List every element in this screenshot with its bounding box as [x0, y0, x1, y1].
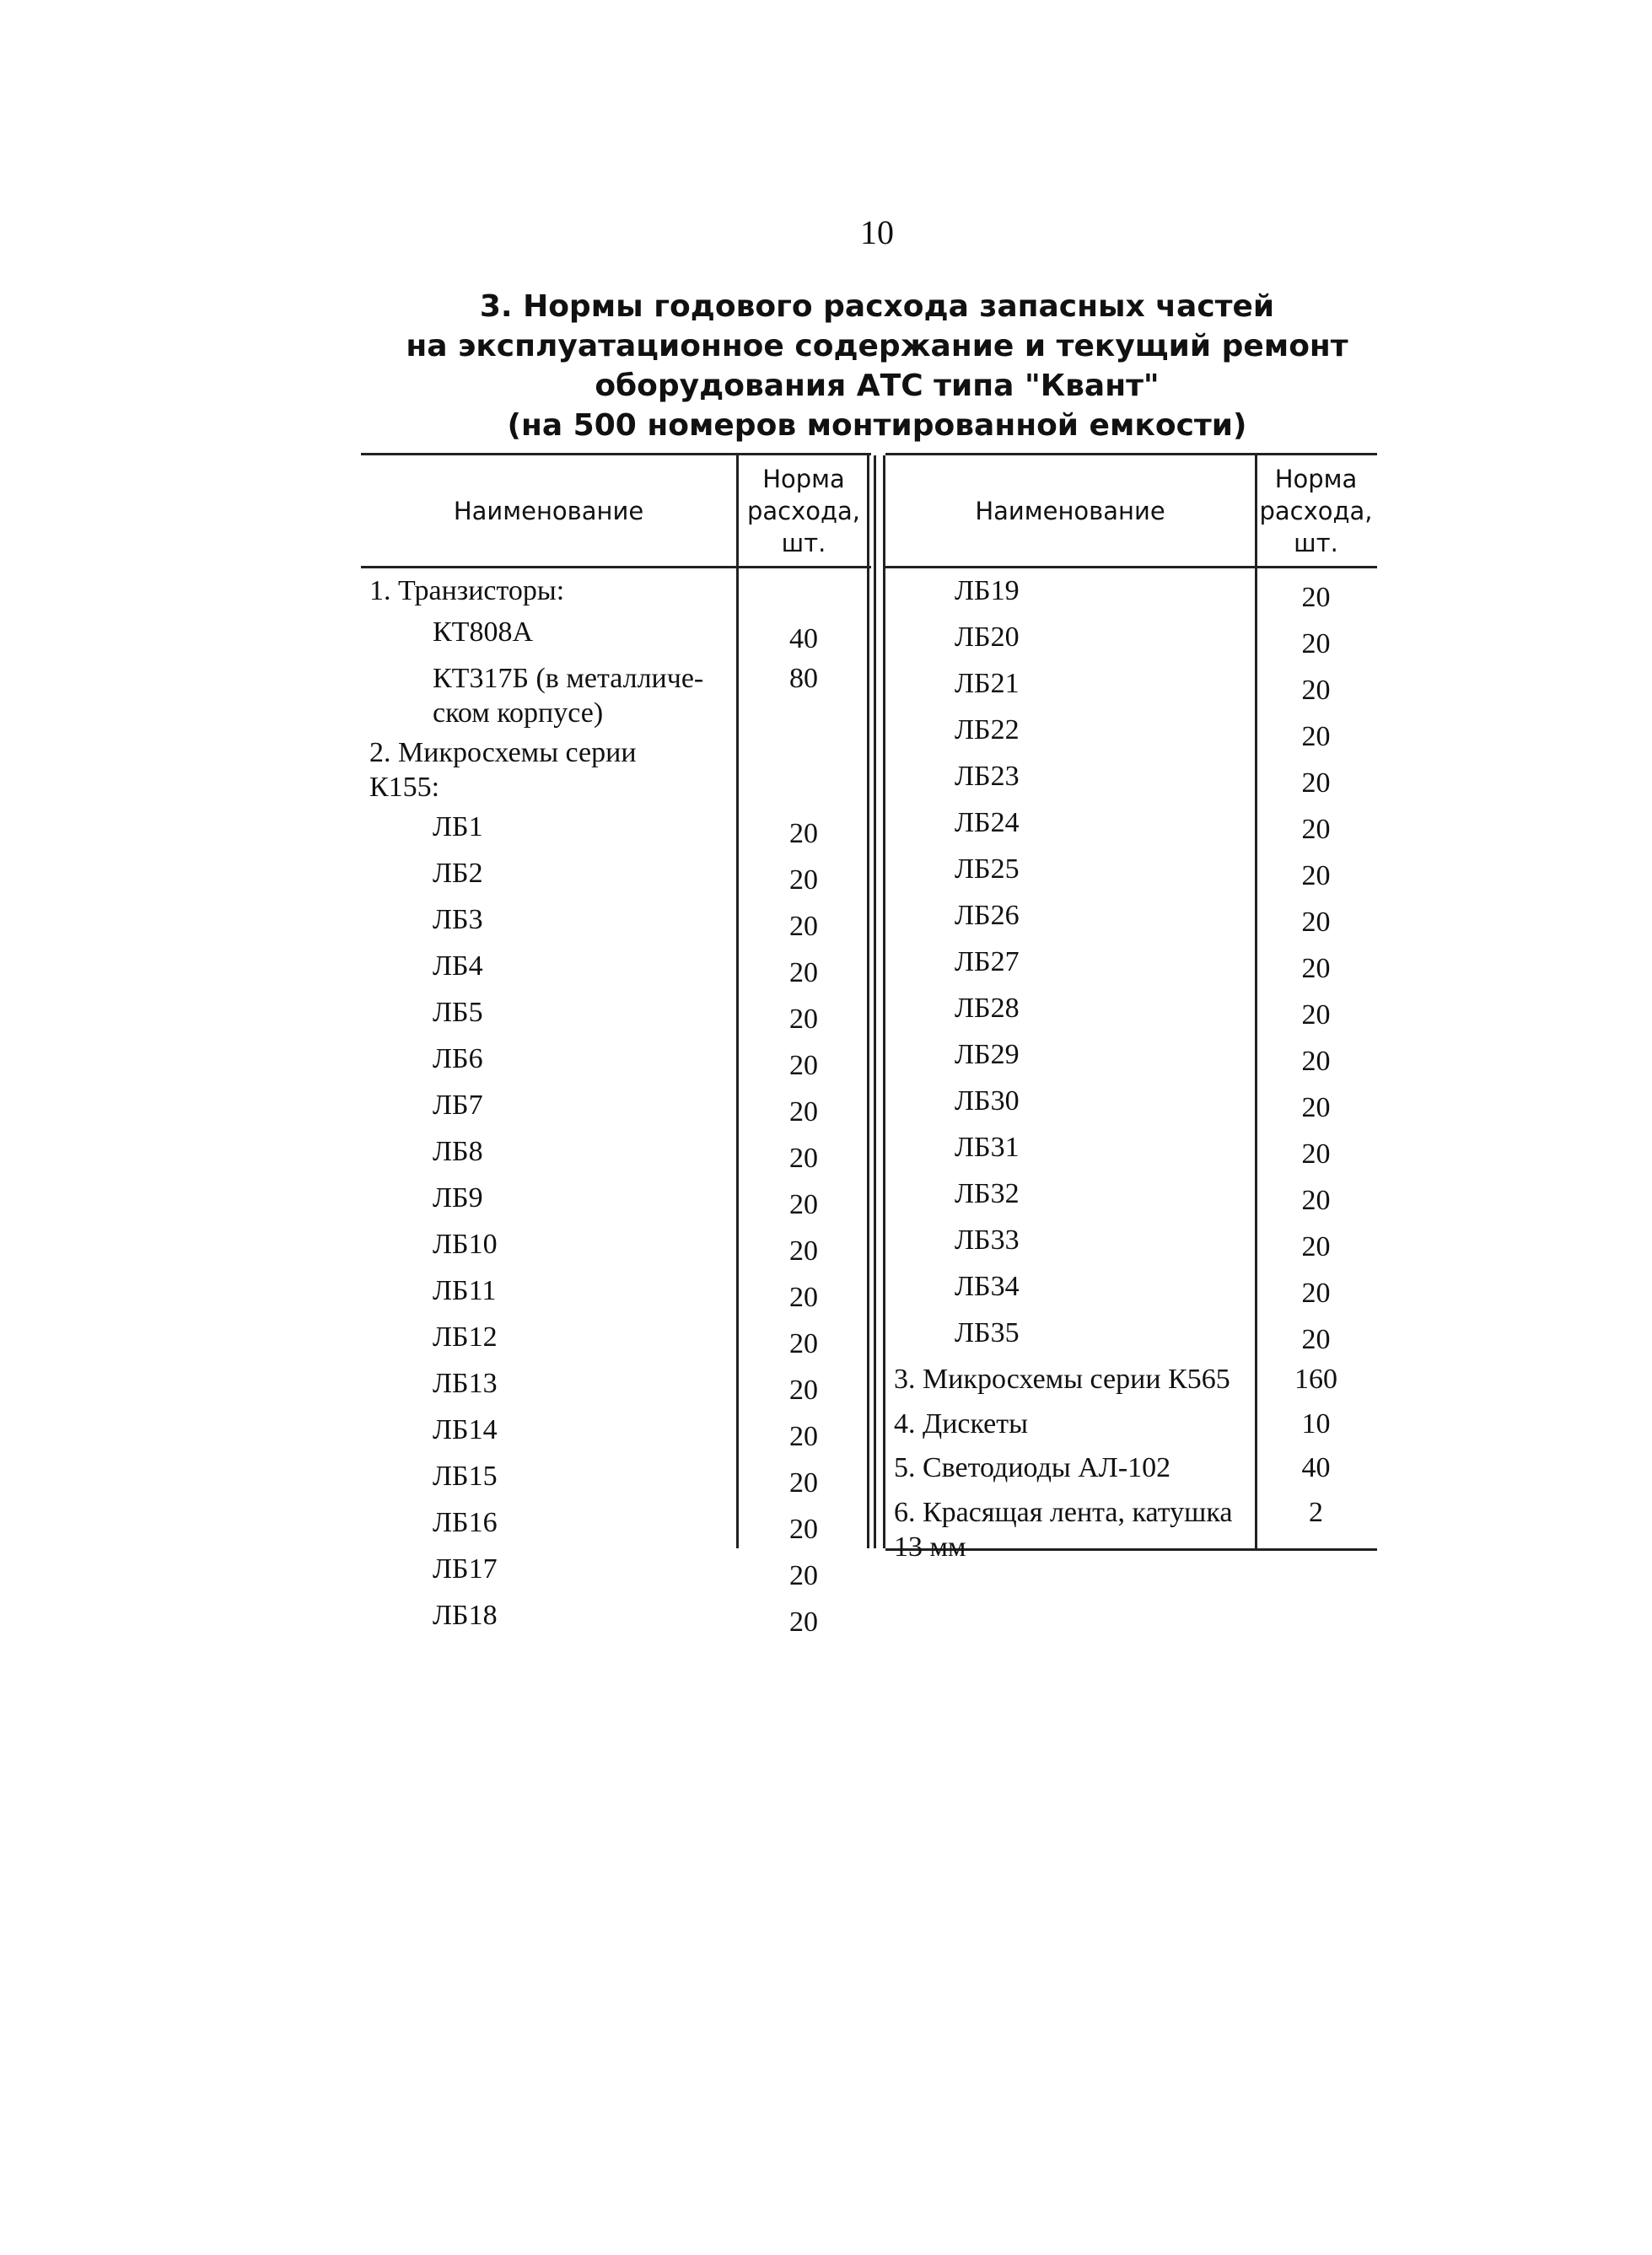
header-name: Наименование — [975, 496, 1165, 525]
table-row — [885, 986, 1377, 1032]
item-name — [885, 1264, 1255, 1310]
item-qty: 40 — [789, 622, 818, 654]
item-qty: 20 — [789, 1420, 818, 1452]
table-row — [361, 656, 871, 730]
item-name — [361, 1361, 736, 1407]
table-row — [361, 1454, 871, 1500]
item-qty: 2 — [1309, 1496, 1323, 1528]
item-qty: 80 — [789, 662, 818, 694]
item-name-line: ЛБ5 — [433, 996, 483, 1028]
item-name-line: ЛБ15 — [433, 1460, 498, 1492]
item-qty: 20 — [789, 1235, 818, 1267]
title-line: оборудования АТС типа "Квант" — [595, 369, 1160, 403]
header-name: Наименование — [453, 496, 644, 525]
item-name — [361, 897, 736, 944]
table-row — [361, 944, 871, 990]
item-qty: 10 — [1301, 1407, 1331, 1440]
left-border — [883, 455, 885, 1548]
item-name — [885, 1402, 1255, 1446]
item-name-line: ЛБ17 — [433, 1553, 498, 1585]
table-row — [885, 1445, 1377, 1490]
item-name-line: ЛБ33 — [955, 1224, 1020, 1256]
item-qty: 20 — [789, 1095, 818, 1128]
table-row — [885, 1490, 1377, 1565]
table-row — [885, 1310, 1377, 1357]
header-qty — [1255, 455, 1377, 566]
double-divider — [867, 455, 876, 1548]
table-title — [371, 287, 1383, 445]
item-qty: 20 — [789, 910, 818, 942]
item-name-line: ЛБ35 — [955, 1317, 1020, 1348]
item-name-line: 5. Светодиоды АЛ-102 — [894, 1452, 1171, 1483]
table-row — [885, 1402, 1377, 1446]
item-name — [361, 1222, 736, 1268]
title-line: 3. Нормы годового расхода запасных частей — [479, 289, 1275, 324]
item-name — [361, 1547, 736, 1593]
item-name-line: ЛБ31 — [955, 1132, 1020, 1163]
header-qty — [736, 455, 871, 566]
item-name — [885, 1218, 1255, 1264]
item-name — [361, 1268, 736, 1315]
item-qty — [736, 568, 871, 610]
item-name — [361, 1176, 736, 1222]
item-name — [361, 1315, 736, 1361]
item-qty: 20 — [1301, 1092, 1331, 1123]
item-qty: 20 — [789, 864, 818, 896]
item-qty: 20 — [789, 1559, 818, 1591]
item-qty: 20 — [789, 1513, 818, 1545]
table-header — [361, 455, 871, 568]
table-row — [361, 1176, 871, 1222]
table-row — [885, 754, 1377, 800]
table-row — [885, 893, 1377, 939]
header-qty-line: шт. — [781, 528, 826, 557]
item-name — [885, 1357, 1255, 1402]
item-name-line: 4. Дискеты — [894, 1407, 1028, 1440]
item-name — [885, 1171, 1255, 1218]
header-qty-line: расхода, — [746, 496, 861, 525]
item-name — [885, 893, 1255, 939]
item-name — [361, 730, 736, 805]
item-name — [885, 1310, 1255, 1357]
column-divider — [736, 455, 739, 1548]
item-name-line: ЛБ1 — [433, 810, 483, 842]
item-name — [885, 1125, 1255, 1171]
item-qty: 20 — [1301, 999, 1331, 1031]
item-name-line: 3. Микросхемы серии К565 — [894, 1364, 1230, 1395]
item-name — [361, 568, 736, 610]
table-row — [885, 939, 1377, 986]
item-name-line: ЛБ2 — [433, 857, 483, 889]
item-qty: 20 — [789, 1188, 818, 1220]
item-name-line: ЛБ22 — [955, 714, 1020, 745]
item-qty: 20 — [789, 1049, 818, 1081]
item-name-line: ЛБ32 — [955, 1178, 1020, 1209]
item-name-line: ЛБ14 — [433, 1413, 498, 1445]
item-qty: 20 — [1301, 1278, 1331, 1309]
table-row — [885, 1125, 1377, 1171]
table-left-half — [361, 453, 871, 1638]
item-qty: 20 — [1301, 582, 1331, 613]
column-divider — [1255, 455, 1257, 1548]
table-row — [361, 610, 871, 656]
item-name — [885, 800, 1255, 847]
item-qty: 20 — [789, 956, 818, 988]
item-name-line: ЛБ24 — [955, 807, 1020, 838]
table-row — [361, 1361, 871, 1407]
item-name-line: ЛБ16 — [433, 1506, 498, 1538]
item-qty: 20 — [789, 1327, 818, 1359]
item-name-line: ЛБ34 — [955, 1271, 1020, 1302]
item-qty: 20 — [1301, 1185, 1331, 1216]
item-name-line: ЛБ10 — [433, 1228, 498, 1260]
header-qty-line: расхода, — [1259, 496, 1373, 525]
table-row — [885, 1264, 1377, 1310]
item-qty: 20 — [1301, 907, 1331, 938]
item-name-line: К155: — [369, 771, 440, 803]
item-qty: 20 — [1301, 721, 1331, 752]
item-name-line: ЛБ26 — [955, 900, 1020, 931]
item-qty: 20 — [1301, 1046, 1331, 1077]
item-name — [361, 1083, 736, 1129]
item-qty: 20 — [789, 1606, 818, 1638]
page-number: 10 — [860, 213, 894, 251]
item-qty: 20 — [789, 817, 818, 849]
item-qty: 20 — [1301, 860, 1331, 891]
item-name — [885, 1032, 1255, 1079]
item-name — [885, 568, 1255, 615]
item-qty: 20 — [1301, 953, 1331, 984]
table-row — [361, 730, 871, 805]
item-name — [885, 1445, 1255, 1490]
item-name — [361, 1593, 736, 1639]
item-qty — [736, 730, 871, 805]
item-name-line: ЛБ4 — [433, 950, 483, 982]
item-qty: 20 — [1301, 675, 1331, 706]
item-qty: 20 — [789, 1467, 818, 1499]
table-row — [885, 568, 1377, 615]
item-name-line: ЛБ13 — [433, 1367, 498, 1399]
item-qty: 20 — [789, 1142, 818, 1174]
table-row — [885, 800, 1377, 847]
item-name-line: ЛБ9 — [433, 1181, 483, 1214]
item-name-line: ЛБ3 — [433, 903, 483, 935]
table-right-half — [885, 453, 1377, 1563]
table-row — [361, 1407, 871, 1454]
item-name — [885, 847, 1255, 893]
header-qty-line: Норма — [1274, 464, 1358, 493]
item-qty: 20 — [1301, 1231, 1331, 1262]
item-name-line: 1. Транзисторы: — [369, 575, 565, 606]
item-name — [361, 656, 736, 730]
item-name — [361, 1036, 736, 1083]
table-row — [885, 847, 1377, 893]
item-name-line: ЛБ23 — [955, 761, 1020, 792]
item-name-line: ском корпусе) — [433, 697, 604, 729]
table-row — [361, 1083, 871, 1129]
item-qty: 20 — [789, 1374, 818, 1406]
item-name-line: ЛБ7 — [433, 1089, 483, 1121]
table-row — [361, 1222, 871, 1268]
item-name — [885, 986, 1255, 1032]
item-name — [361, 1407, 736, 1454]
item-name-line: ЛБ21 — [955, 668, 1020, 699]
item-name-line: ЛБ18 — [433, 1599, 498, 1631]
table-body — [361, 568, 871, 1639]
item-qty: 20 — [1301, 628, 1331, 659]
item-qty: 20 — [1301, 1324, 1331, 1355]
item-name — [361, 1129, 736, 1176]
table-row — [361, 1593, 871, 1639]
item-qty: 160 — [1294, 1364, 1337, 1395]
item-name — [361, 805, 736, 851]
item-qty: 20 — [1301, 767, 1331, 799]
table-row — [361, 568, 871, 610]
title-line: (на 500 номеров монтированной емкости) — [507, 408, 1247, 443]
item-name-line: ЛБ27 — [955, 946, 1020, 977]
table-row — [885, 1357, 1377, 1402]
item-name — [361, 851, 736, 897]
item-qty: 20 — [789, 1281, 818, 1313]
item-name — [885, 1490, 1255, 1565]
item-name — [361, 1454, 736, 1500]
item-name — [361, 990, 736, 1036]
table-row — [361, 1547, 871, 1593]
table-row — [885, 661, 1377, 708]
item-qty: 20 — [1301, 814, 1331, 845]
table-row — [885, 1079, 1377, 1125]
item-name-line: ЛБ25 — [955, 853, 1020, 885]
item-name-line: 6. Красящая лента, катушка — [894, 1496, 1233, 1528]
table-row — [885, 708, 1377, 754]
table-row — [361, 1036, 871, 1083]
table-row — [361, 1268, 871, 1315]
item-name-line: ЛБ28 — [955, 993, 1020, 1024]
item-name-line: ЛБ12 — [433, 1321, 498, 1353]
item-name — [361, 1500, 736, 1547]
item-name — [885, 615, 1255, 661]
item-name-line: ЛБ8 — [433, 1135, 483, 1167]
item-name — [885, 754, 1255, 800]
item-name-line: КТ808А — [433, 616, 533, 648]
item-name — [361, 610, 736, 656]
table-row — [885, 1032, 1377, 1079]
table-row — [361, 1129, 871, 1176]
item-name-line: ЛБ20 — [955, 622, 1020, 653]
table-row — [361, 897, 871, 944]
header-qty-line: шт. — [1294, 528, 1338, 557]
item-name-line: ЛБ6 — [433, 1042, 483, 1074]
item-name — [885, 1079, 1255, 1125]
item-name-line: ЛБ30 — [955, 1085, 1020, 1117]
table-row — [361, 1315, 871, 1361]
item-name-line: ЛБ11 — [433, 1274, 497, 1306]
item-qty: 40 — [1301, 1452, 1331, 1483]
item-name-line: 2. Микросхемы серии — [369, 736, 637, 768]
table-row — [361, 1500, 871, 1547]
table-row — [361, 851, 871, 897]
header-qty-line: Норма — [762, 464, 845, 493]
item-name-line: КТ317Б (в металличе- — [433, 662, 704, 694]
item-name — [885, 661, 1255, 708]
item-qty: 20 — [789, 1003, 818, 1035]
table-row — [885, 1171, 1377, 1218]
item-qty: 20 — [1301, 1138, 1331, 1170]
table-body — [885, 568, 1377, 1565]
item-name-line: ЛБ29 — [955, 1039, 1020, 1070]
table-row — [361, 805, 871, 851]
table-row — [885, 1218, 1377, 1264]
item-name-line: ЛБ19 — [955, 575, 1020, 606]
table-row — [885, 615, 1377, 661]
title-line: на эксплуатационное содержание и текущий ремонт — [406, 329, 1348, 363]
item-name-line: 13 мм — [894, 1531, 966, 1563]
item-name — [885, 708, 1255, 754]
item-name — [885, 939, 1255, 986]
table-header — [885, 455, 1377, 568]
item-name — [361, 944, 736, 990]
table-row — [361, 990, 871, 1036]
